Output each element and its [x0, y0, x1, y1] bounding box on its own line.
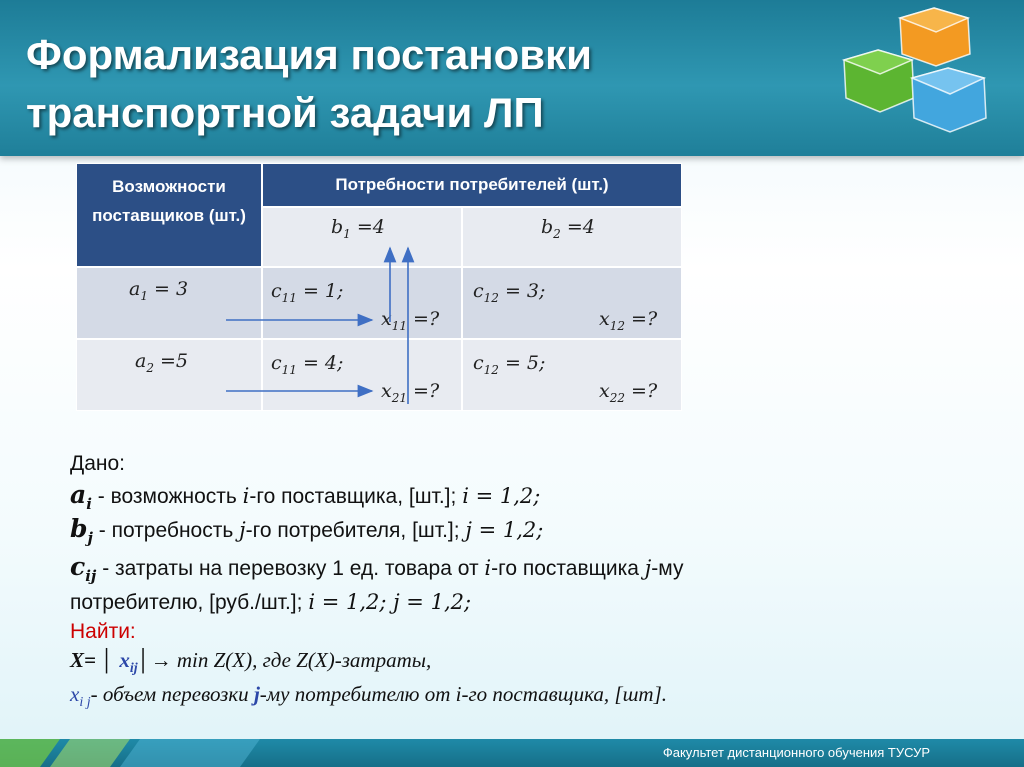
given-c-line-2: потребителю, [руб./шт.]; i = 1,2; j = 1,2; [70, 590, 472, 614]
cell-22: $c_{12} = 5$; $x_{22}$ =? [462, 339, 682, 411]
a2-cell: $a_2 =5$ [76, 339, 262, 411]
suppliers-header [76, 163, 262, 267]
consumers-header [262, 163, 682, 207]
suppliers-header-label: Возможности поставщиков (шт.) [92, 177, 246, 225]
footer-text: Факультет дистанционного обучения ТУСУР [662, 745, 930, 760]
hexagon-cubes-logo [838, 6, 1022, 152]
title-line-2: транспортной задачи ЛП [26, 89, 544, 136]
cell-11: $c_{11} = 1$; $x_{11}$ =? [262, 267, 462, 339]
slide-title [26, 26, 786, 142]
find-label: Найти: [70, 620, 136, 643]
footer-bar [0, 739, 1024, 767]
cell-21: $c_{11} = 4$; $x_{21}$ =? [262, 339, 462, 411]
given-label: Дано: [70, 452, 126, 475]
given-a-line: $a_i$ - возможность i-го поставщика, [шт.]; i = 1,2; [70, 480, 541, 513]
find-x-line: X= │ $x_{ij}│\to \min Z(X)$, где Z(X)-затраты, [70, 648, 432, 677]
title-line-1: Формализация постановки [26, 31, 592, 78]
footer-decoration [0, 739, 600, 767]
a1-cell: $a_1 = 3$ [76, 267, 262, 339]
title-bar [0, 0, 1024, 156]
b1-cell: $b_1 =4$ [262, 207, 462, 267]
given-b-line: $b_j$ - потребность j-го потребителя, [шт.]; j = 1,2; [70, 514, 544, 547]
find-xij-line: $x_{i j}-$ объем перевозки j-му потребителю от i-го поставщика, [шт]. [70, 682, 668, 711]
transport-table [76, 163, 682, 411]
given-c-line: $c_{ij}$ - затраты на перевозку 1 ед. товара от i-го поставщика j-му [70, 552, 684, 585]
cell-12: $c_{12} = 3$; $x_{12}$ =? [462, 267, 682, 339]
consumers-header-label: Потребности потребителей (шт.) [335, 175, 609, 194]
b2-cell: $b_2 =4$ [462, 207, 682, 267]
